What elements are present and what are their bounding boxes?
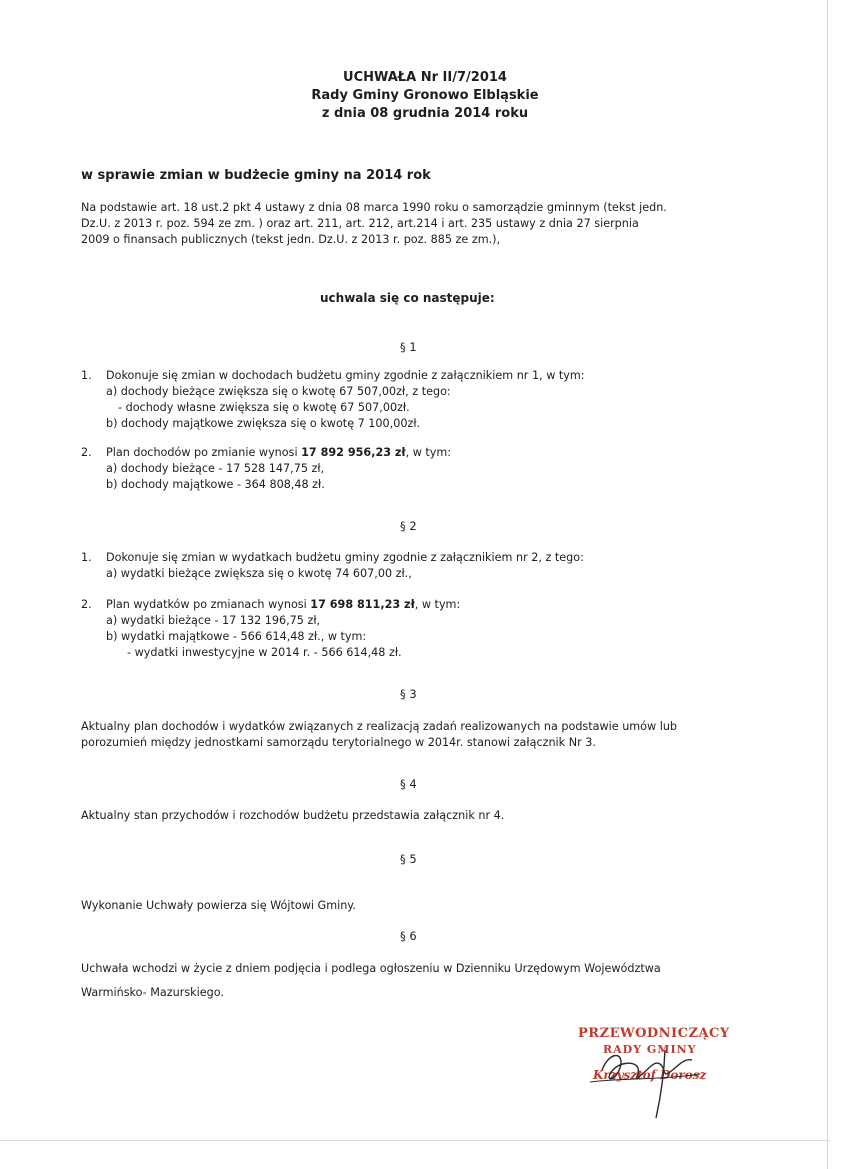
section-2-item-2-b: b) wydatki majątkowe - 566 614,48 zł., w tym: (106, 630, 367, 643)
section-3-heading: § 3 (400, 687, 417, 701)
section-1-item-2-text (106, 445, 451, 461)
section-3-line: Aktualny plan dochodów i wydatków związanych z realizacją zadań realizowanych na podstawie umów lub (81, 720, 678, 733)
section-2-heading: § 2 (400, 519, 417, 533)
section-2-item-1-text: Dokonuje się zmian w wydatkach budżetu gminy zgodnie z załącznikiem nr 2, z tego: (106, 551, 584, 564)
stamp-name: Krzysztof Dorosz (593, 1068, 707, 1082)
legal-basis-line: Dz.U. z 2013 r. poz. 594 ze zm. ) oraz art. 211, art. 212, art.214 i art. 235 ustawy z dnia 27 sierpnia (81, 217, 639, 230)
scan-edge-right (827, 0, 828, 1169)
section-1-item-1-b: b) dochody majątkowe zwiększa się o kwotę 7 100,00zł. (106, 417, 421, 430)
section-1-item-1-a-sub: - dochody własne zwiększa się o kwotę 67 507,00zł. (118, 401, 410, 414)
expense-plan-label: Plan wydatków po zmianach wynosi (106, 598, 311, 611)
stamp-body: RADY GMINY (603, 1043, 697, 1056)
resolution-title: UCHWAŁA Nr II/7/2014 (343, 70, 507, 85)
section-1-item-1-a: a) dochody bieżące zwiększa się o kwotę 67 507,00zł, z tego: (106, 385, 451, 398)
expense-plan-suffix: , w tym: (414, 598, 461, 611)
resolution-subject: w sprawie zmian w budżecie gminy na 2014 rok (81, 168, 431, 183)
section-1-item-2-a: a) dochody bieżące - 17 528 147,75 zł, (106, 462, 325, 475)
resolves-heading: uchwala się co następuje: (320, 291, 495, 305)
section-5-heading: § 5 (400, 852, 417, 866)
scan-edge-bottom (0, 1140, 830, 1141)
section-1-item-2-b: b) dochody majątkowe - 364 808,48 zł. (106, 478, 325, 491)
section-2-item-2-a: a) wydatki bieżące - 17 132 196,75 zł, (106, 614, 321, 627)
section-2-item-1-a: a) wydatki bieżące zwiększa się o kwotę 74 607,00 zł., (106, 567, 412, 580)
legal-basis-line: Na podstawie art. 18 ust.2 pkt 4 ustawy z dnia 08 marca 1990 roku o samorządzie gminnym (tekst jedn. (81, 201, 667, 214)
section-4-heading: § 4 (400, 777, 417, 791)
section-2-item-1-number: 1. (81, 551, 92, 564)
council-name: Rady Gminy Gronowo Elbląskie (311, 88, 539, 103)
section-1-item-1-text: Dokonuje się zmian w dochodach budżetu gminy zgodnie z załącznikiem nr 1, w tym: (106, 369, 585, 382)
section-4-text: Aktualny stan przychodów i rozchodów budżetu przedstawia załącznik nr 4. (81, 809, 505, 822)
section-6-heading: § 6 (400, 929, 417, 943)
handwritten-signature (580, 1030, 730, 1120)
resolution-date: z dnia 08 grudnia 2014 roku (321, 106, 529, 121)
section-1-heading: § 1 (400, 340, 417, 354)
expense-plan-amount: 17 698 811,23 zł (310, 598, 415, 611)
section-3-line: porozumień między jednostkami samorządu terytorialnego w 2014r. stanowi załącznik Nr 3. (81, 736, 596, 749)
section-2-item-2-b-sub: - wydatki inwestycyjne w 2014 r. - 566 614,48 zł. (127, 646, 402, 659)
section-1-item-2-number: 2. (81, 446, 92, 459)
stamp-role: PRZEWODNICZĄCY (578, 1026, 730, 1041)
section-2-item-2-number: 2. (81, 598, 92, 611)
section-6-line: Warmińsko- Mazurskiego. (81, 986, 224, 999)
section-6-line: Uchwała wchodzi w życie z dniem podjęcia i podlega ogłoszeniu w Dzienniku Urzędowym Województwa (81, 962, 661, 975)
revenue-plan-suffix: , w tym: (405, 446, 452, 459)
revenue-plan-label: Plan dochodów po zmianie wynosi (106, 446, 302, 459)
section-5-text: Wykonanie Uchwały powierza się Wójtowi Gminy. (81, 899, 356, 912)
revenue-plan-amount: 17 892 956,23 zł (301, 446, 406, 459)
section-1-item-1-number: 1. (81, 369, 92, 382)
section-2-item-2-text (106, 597, 460, 613)
legal-basis-line: 2009 o finansach publicznych (tekst jedn. Dz.U. z 2013 r. poz. 885 ze zm.), (81, 233, 501, 246)
